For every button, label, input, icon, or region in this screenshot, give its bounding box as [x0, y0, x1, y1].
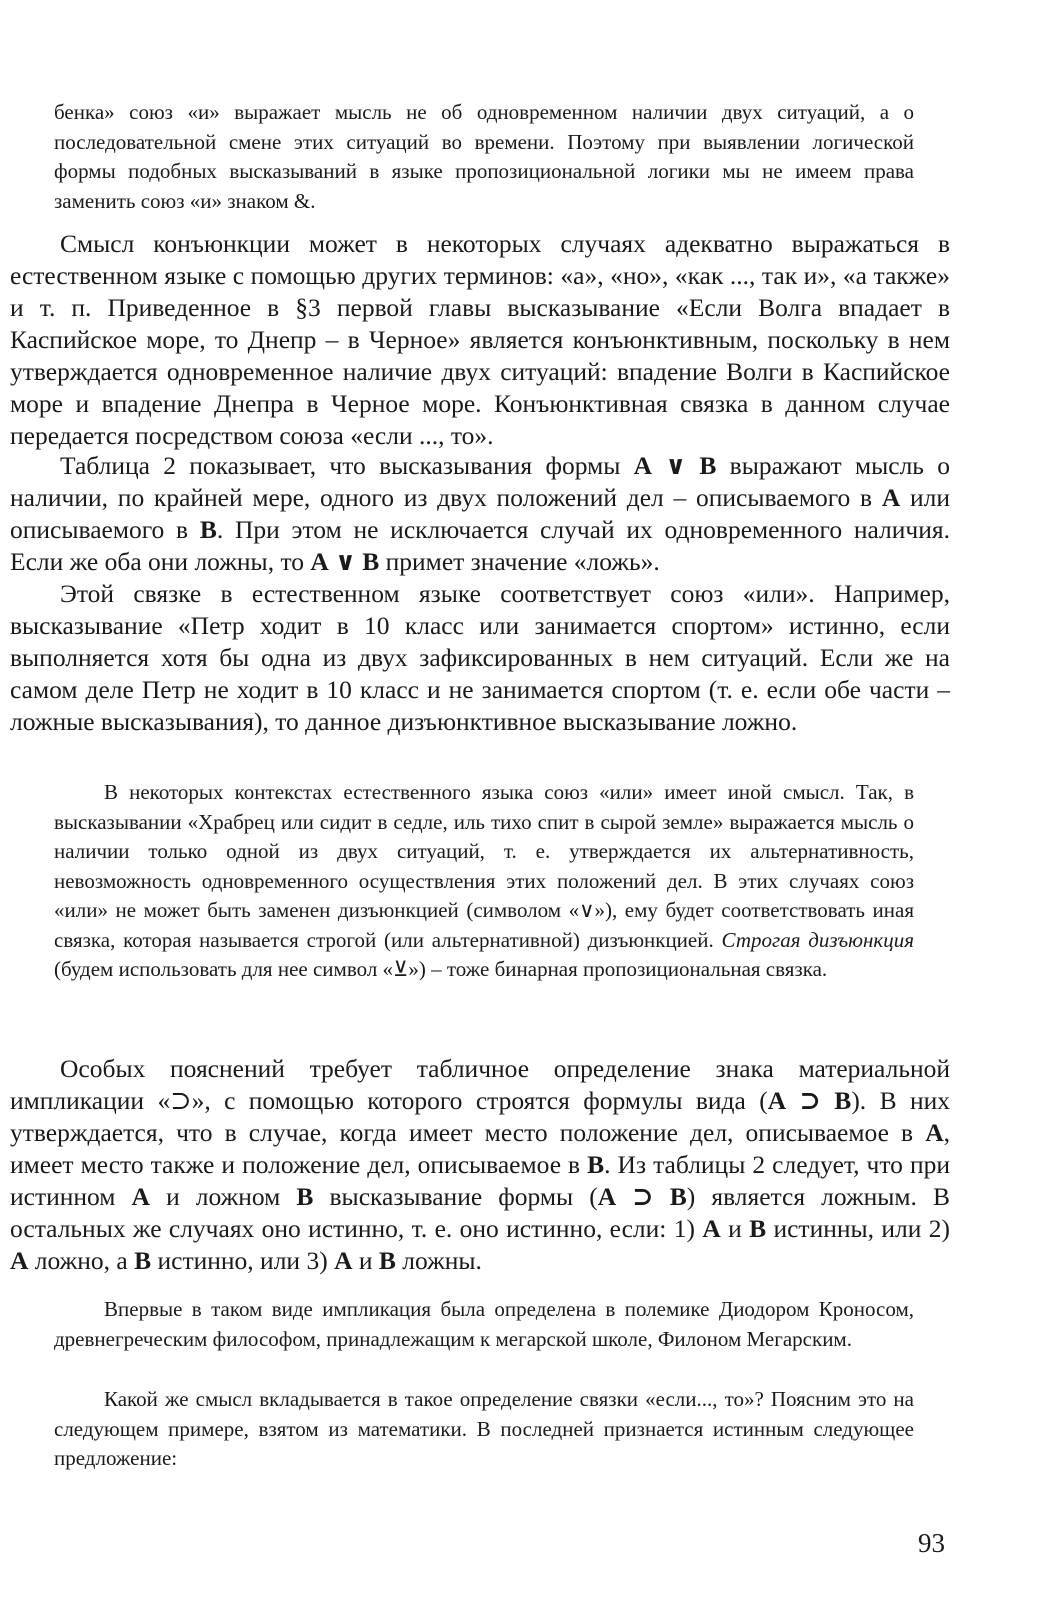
- paragraph-disjunction-table: Таблица 2 показывает, что высказывания формы А ∨ В выражают мысль о наличии, по крайней мере, одного из двух положений дел – описываемого в А или описываемого в В. При этом не исключается случай их одновременного наличия. Если же оба они ложны, то А ∨ В примет значение «ложь».: [10, 451, 950, 576]
- formula: А ∨ В: [633, 451, 717, 480]
- formula: А: [334, 1246, 353, 1275]
- formula: А: [131, 1182, 150, 1211]
- formula: А ⊃ В: [767, 1086, 852, 1115]
- paragraph-conjunction-meaning: Смысл конъюнкции может в некоторых случаях адекватно выражаться в естественном языке с помощью других терминов: «а», «но», «как ..., так и», «а также» и т. п. Приведенное в §3 первой главы высказывание «Если Волга впадает в Каспийское море, то Днепр – в Черное» является конъюнктивным, поскольку в нем утверждается одновременное наличие двух ситуаций: впадение Волги в Каспийское море и впадение Днепра в Черное море. Конъюнктивная связка в данном случае передается посредством союза «если ..., то».: [10, 229, 950, 450]
- paragraph-implication: Особых пояснений требует табличное определение знака материальной импликации «⊃», с помощью которого строятся формулы вида (А ⊃ В). В них утверждается, что в случае, когда имеет место положение дел, описываемое в А, имеет место также и положение дел, описываемое в В. Из таблицы 2 следует, что при истинном А и ложном В высказывание формы (А ⊃ В) является ложным. В остальных же случаях оно истинно, т. е. оно истинно, если: 1) А и В истинны, или 2) А ложно, а В истинно, или 3) А и В ложны.: [10, 1054, 951, 1275]
- formula: А: [925, 1118, 944, 1147]
- formula: В: [378, 1246, 396, 1275]
- paragraph-or-example: Этой связке в естественном языке соответствует союз «или». Например, высказывание «Петр ходит в 10 класс или занимается спортом» истинно, если выполняется хотя бы одна из двух зафиксированных в нем ситуаций. Если же на самом деле Петр не ходит в 10 класс и не занимается спортом (т. е. если обе части – ложные высказывания), то данное дизъюнктивное высказывание ложно.: [10, 579, 950, 736]
- formula: В: [296, 1182, 314, 1211]
- formula: В: [199, 515, 217, 544]
- formula: В: [749, 1214, 767, 1243]
- paragraph-strict-disjunction: В некоторых контекстах естественного языка союз «или» имеет иной смысл. Так, в высказывании «Храбрец или сидит в седле, иль тихо спит в сырой земле» выражается мысль о наличии только одной из двух ситуаций, т. е. утверждается их альтернативность, невозможность одновременного осуществления этих положений дел. В этих случаях союз «или» не может быть заменен дизъюнкцией (символом «∨»), ему будет соответствовать иная связка, которая называется строгой (или альтернативной) дизъюнкцией. Строгая дизъюнкция (будем использовать для нее символ «⊻») – тоже бинарная пропозициональная связка.: [54, 780, 914, 981]
- formula: А ∨ В: [310, 547, 380, 576]
- paragraph-history: Впервые в таком виде импликация была определена в полемике Диодором Кроносом, древнегреческим философом, принадлежащим к мегарской школе, Филоном Мегарским.: [54, 1297, 914, 1351]
- formula: А ⊃ В: [597, 1182, 687, 1211]
- formula: А: [881, 483, 901, 512]
- term: Строгая дизъюнкция: [721, 927, 914, 952]
- formula: А: [10, 1246, 29, 1275]
- formula: В: [587, 1150, 605, 1179]
- paragraph-meaning-question: Какой же смысл вкладывается в такое определение связки «если..., то»? Поясним это на следующем примере, взятом из математики. В последней признается истинным следующее предложение:: [54, 1387, 914, 1470]
- formula: А: [702, 1214, 721, 1243]
- formula: В: [134, 1246, 152, 1275]
- page-number: 93: [918, 1528, 945, 1558]
- paragraph-continuation: бенка» союз «и» выражает мысль не об одновременном наличии двух ситуаций, а о последовательной смене этих ситуаций во времени. Поэтому при выявлении логической формы подобных высказываний в языке пропозициональной логики мы не имеем права заменить союз «и» знаком &.: [54, 100, 914, 213]
